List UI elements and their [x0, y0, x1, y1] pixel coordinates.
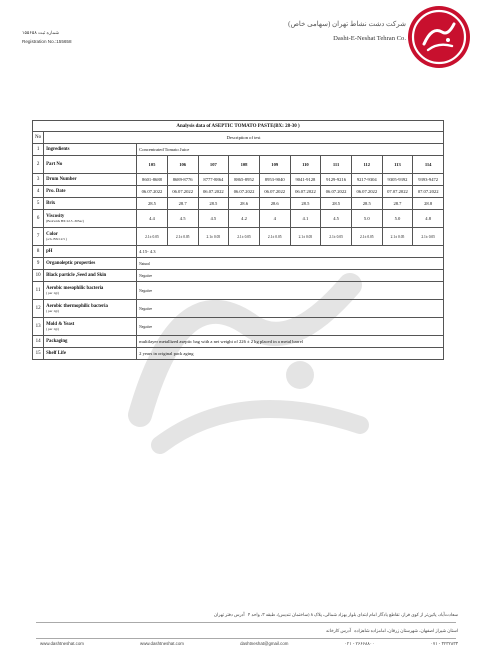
value-cell: 5.0	[351, 210, 382, 228]
row-label-text: Brix	[46, 201, 56, 206]
row-label	[44, 186, 137, 198]
row-number: 7	[33, 228, 44, 246]
no-header: No	[33, 132, 44, 144]
row-label-text: Aerobic thermophilic bacteria	[46, 304, 108, 309]
row-label	[44, 228, 137, 246]
value-cell: 8953-9040	[259, 174, 290, 186]
phone-tehran: ۰۲۱ - ۲۶۶۶۸۸۰۰	[344, 641, 375, 646]
value-cell: 4.8	[413, 210, 444, 228]
row-label-text: Pro. Date	[46, 189, 66, 194]
company-logo	[408, 6, 470, 68]
multi-value-rows	[33, 174, 444, 246]
value-cell: 9393-9472	[413, 174, 444, 186]
part-no-cell: 109	[259, 156, 290, 174]
row-label	[44, 258, 137, 270]
row-label	[44, 198, 137, 210]
row-label-text: Shelf Life	[46, 351, 66, 356]
row-label	[44, 174, 137, 186]
footer-divider	[36, 638, 456, 639]
office-address-text: سعادت‌آباد، پائین‌تر از کوی فراز، تقاطع یادگار امام ابتدای بلوار بهزاد شمالی، پلاک ۸ (ساختمان تندیس)، طبقه ۳، واحد ۴	[247, 612, 458, 617]
value-cell: 2.1± 0.05	[259, 228, 290, 246]
row-number: 3	[33, 174, 44, 186]
value-cell: 4.4	[137, 210, 168, 228]
row-number: 8	[33, 246, 44, 258]
value-cell: 06.07.2022	[351, 186, 382, 198]
value-cell: multilayer metallized aseptic bag with a net weight of 226 ± 2 kg placed in a metal barrel	[137, 336, 444, 348]
value-cell: 28.6	[229, 198, 260, 210]
part-no-cell: 114	[413, 156, 444, 174]
value-cell: 8601-8688	[137, 174, 168, 186]
value-cell: Negative	[137, 300, 444, 318]
value-cell: 2.1± 0.05	[351, 228, 382, 246]
value-cell: 28.7	[382, 198, 413, 210]
row-label-text: Aerobic mesophilic bacteria	[46, 286, 104, 291]
value-cell: 2.1± 0.05	[321, 228, 352, 246]
value-cell: Negative	[137, 318, 444, 336]
part-no-label: Part No	[44, 156, 137, 174]
row-label	[44, 270, 137, 282]
factory-address-label: آدرس کارخانه	[326, 628, 351, 633]
value-cell: 06.07.2022	[321, 186, 352, 198]
row-number: 10	[33, 270, 44, 282]
value-cell: 06.07.2022	[167, 186, 198, 198]
value-cell: 28.5	[351, 198, 382, 210]
value-cell: 28.5	[321, 198, 352, 210]
value-cell: 8777-8864	[198, 174, 229, 186]
office-address-label: آدرس دفتر تهران	[213, 612, 245, 617]
value-cell: 2.1± 0.05	[413, 228, 444, 246]
factory-address	[40, 628, 458, 634]
row-number: 4	[33, 186, 44, 198]
value-cell: 4	[259, 210, 290, 228]
part-no-cell: 110	[290, 156, 321, 174]
row-label	[44, 246, 137, 258]
value-cell: Negative	[137, 270, 444, 282]
row-label	[44, 318, 137, 336]
description-header: Description of test	[44, 132, 444, 144]
row-label-sub: ( per 1gr)	[46, 309, 59, 313]
value-cell: 9129-9216	[321, 174, 352, 186]
part-no-cell: 106	[167, 156, 198, 174]
value-cell: 2.1± 0.05	[382, 228, 413, 246]
value-cell: 28.5	[198, 198, 229, 210]
value-cell: 4.5	[321, 210, 352, 228]
company-name-en: Dasht-E-Neshat Tehran Co.	[333, 35, 406, 42]
row-label-sub: ( per 1gr)	[46, 327, 59, 331]
row-label	[44, 348, 137, 360]
email-link[interactable]: dashtneshat@gmail.com	[240, 641, 289, 646]
value-cell: 9217-9304	[351, 174, 382, 186]
row-label-text: Packaging	[46, 339, 68, 344]
row-label: Ingredients	[44, 144, 137, 156]
value-cell: 06.07.2022	[198, 186, 229, 198]
part-no-cell: 111	[321, 156, 352, 174]
company-header	[288, 20, 406, 42]
analysis-table	[32, 120, 444, 360]
value-cell: 2.1± 0.05	[229, 228, 260, 246]
value-cell: 9305-9392	[382, 174, 413, 186]
value-cell: 06.07.2022	[137, 186, 168, 198]
logo-mark-icon	[408, 6, 470, 68]
row-number: 13	[33, 318, 44, 336]
part-no-cell: 105	[137, 156, 168, 174]
office-address	[40, 612, 458, 618]
row-label-text: Color	[46, 232, 58, 237]
row-label-text: Drum Number	[46, 177, 77, 182]
value-cell: 06.07.2022	[259, 186, 290, 198]
value-cell: 8865-8952	[229, 174, 260, 186]
value-cell: 2.1± 0.05	[198, 228, 229, 246]
value-cell: 4.1	[290, 210, 321, 228]
row-label-sub: (Bostwick BX:12.5 -30Sec)	[46, 219, 84, 223]
value-cell: 4.2	[229, 210, 260, 228]
row-number: 14	[33, 336, 44, 348]
value-cell: 28.5	[137, 198, 168, 210]
value-cell: 28.5	[290, 198, 321, 210]
registration-number-fa: شماره ثبت ۱۵۵۶۵۸	[22, 30, 60, 35]
row-label-text: Organoleptic properties	[46, 261, 96, 266]
instagram-link[interactable]: www.dashtneshat.com	[140, 641, 184, 646]
value-cell: 5.0	[382, 210, 413, 228]
value-cell: 28.7	[167, 198, 198, 210]
value-cell: 2 years in original pack aging	[137, 348, 444, 360]
value-cell: Negative	[137, 282, 444, 300]
row-label-text: Mold & Yeast	[46, 322, 75, 327]
value-cell: 28.6	[259, 198, 290, 210]
row-number: 11	[33, 282, 44, 300]
value-cell: 07.07.2022	[413, 186, 444, 198]
value-cell: 9041-9128	[290, 174, 321, 186]
row-number: 2	[33, 156, 44, 174]
table-title: Analysis data of ASEPTIC TOMATO PASTE(BX: 28-30 )	[33, 121, 444, 132]
value-cell: 07.07.2022	[382, 186, 413, 198]
value-cell: 2.1± 0.05	[137, 228, 168, 246]
value-cell: 4.15- 4.3	[137, 246, 444, 258]
row-number: 6	[33, 210, 44, 228]
row-label-text: Viscosity	[46, 214, 65, 219]
row-number: 5	[33, 198, 44, 210]
ingredients-value: Concentrated Tomato Juice	[137, 144, 444, 156]
row-label	[44, 336, 137, 348]
value-cell: 06.07.2022	[290, 186, 321, 198]
row-number: 1	[33, 144, 44, 156]
part-no-cell: 107	[198, 156, 229, 174]
contact-bar	[40, 641, 458, 647]
part-no-cell: 112	[351, 156, 382, 174]
row-label	[44, 282, 137, 300]
value-cell: 8689-8776	[167, 174, 198, 186]
company-name-fa: شرکت دشت نشاط تهران (سهامی خاص)	[288, 20, 406, 28]
registration-number-en: Registration No.:155658	[22, 39, 72, 44]
value-cell: 2.1± 0.05	[167, 228, 198, 246]
part-no-cell: 113	[382, 156, 413, 174]
row-number: 15	[33, 348, 44, 360]
row-label-text: Black particle ,Seed and Skin	[46, 273, 107, 278]
value-cell: 06.07.2022	[229, 186, 260, 198]
row-label	[44, 210, 137, 228]
part-no-cell: 108	[229, 156, 260, 174]
value-cell: 28.8	[413, 198, 444, 210]
value-cell: 4.5	[198, 210, 229, 228]
row-label-sub: ( per 1gr)	[46, 291, 59, 295]
row-number: 9	[33, 258, 44, 270]
website-link[interactable]: www.dashtneshat.com	[40, 641, 84, 646]
row-label-sub: (a/b- BX:12.5 )	[46, 237, 67, 241]
value-cell: Natural	[137, 258, 444, 270]
row-label-text: pH	[46, 249, 53, 254]
footer-divider	[36, 622, 456, 623]
single-value-rows	[33, 246, 444, 360]
value-cell: 4.5	[167, 210, 198, 228]
row-label	[44, 300, 137, 318]
factory-address-text: استان شیراز اصفهان، شهرستان زرقان، امامزاده شاهزاده	[354, 628, 458, 633]
value-cell: 2.1± 0.05	[290, 228, 321, 246]
row-number: 12	[33, 300, 44, 318]
phone-factory: ۰۷۱ - ۳۲۳۲۸۳۳	[430, 641, 458, 646]
